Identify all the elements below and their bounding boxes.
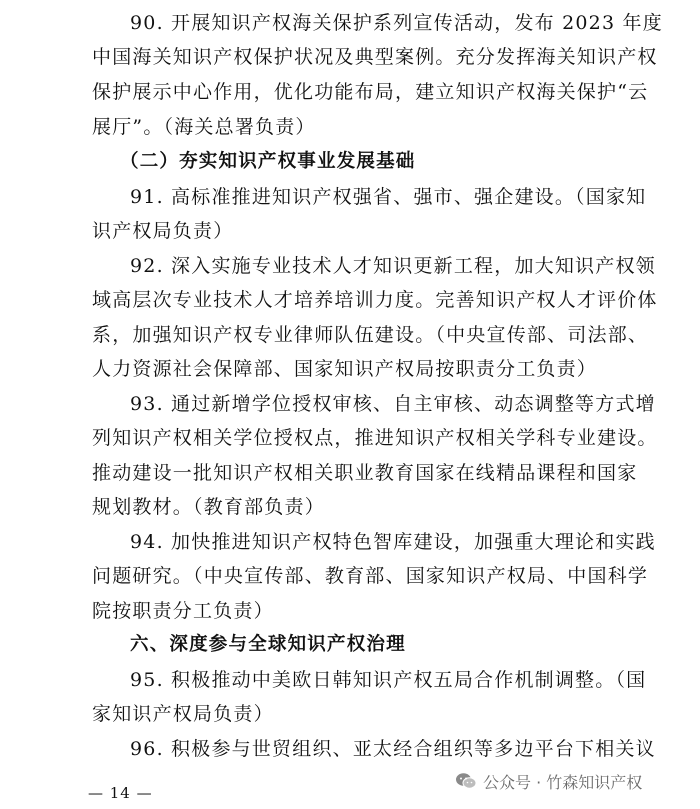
watermark: [455, 768, 642, 794]
section-heading: 六、深度参与全球知识产权治理: [130, 634, 406, 655]
text-line: 保护展示中心作用，优化功能布局，建立知识产权海关保护“云: [92, 81, 649, 103]
page-number: — 14 —: [88, 784, 153, 802]
watermark-text: 公众号 · 竹森知识产权: [483, 772, 643, 792]
text-line: 推动建设一批知识产权相关职业教育国家在线精品课程和国家: [92, 462, 638, 484]
text-line: 规划教材。（教育部负责）: [92, 496, 325, 518]
text-line: 93. 通过新增学位授权审核、自主审核、动态调整等方式增: [130, 393, 656, 415]
text-line: 人力资源社会保障部、国家知识产权局按职责分工负责）: [92, 358, 598, 380]
text-line: 91. 高标准推进知识产权强省、强市、强企建设。（国家知: [130, 186, 647, 208]
text-line: 识产权局负责）: [92, 220, 234, 242]
text-line: 92. 深入实施专业技术人才知识更新工程，加大知识产权领: [130, 255, 656, 277]
text-line: 系，加强知识产权专业律师队伍建设。（中央宣传部、司法部、: [92, 324, 649, 346]
wechat-icon: [455, 772, 477, 790]
text-line: 96. 积极参与世贸组织、亚太经合组织等多边平台下相关议: [130, 738, 656, 760]
section-heading: （二）夯实知识产权事业发展基础: [120, 151, 416, 172]
text-line: 90. 开展知识产权海关保护系列宣传活动，发布 2023 年度: [130, 12, 663, 34]
text-line: 95. 积极推动中美欧日韩知识产权五局合作机制调整。（国: [130, 669, 647, 691]
text-line: 问题研究。（中央宣传部、教育部、国家知识产权局、中国科学: [92, 565, 649, 587]
text-line: 中国海关知识产权保护状况及典型案例。充分发挥海关知识产权: [92, 46, 658, 68]
text-line: 院按职责分工负责）: [92, 600, 274, 622]
text-line: 域高层次专业技术人才培养培训力度。完善知识产权人才评价体: [92, 289, 658, 311]
text-line: 展厅”。（海关总署负责）: [92, 116, 316, 138]
text-line: 94. 加快推进知识产权特色智库建设，加强重大理论和实践: [130, 531, 656, 553]
text-line: 家知识产权局负责）: [92, 703, 274, 725]
text-line: 列知识产权相关学位授权点，推进知识产权相关学科专业建设。: [92, 427, 658, 449]
